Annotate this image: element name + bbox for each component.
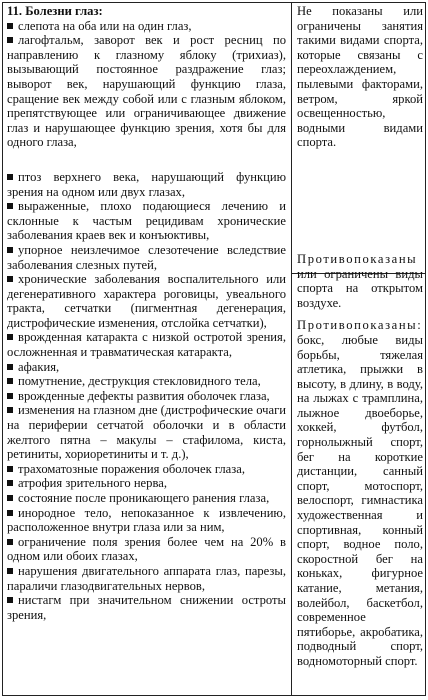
bullet-icon	[7, 480, 13, 486]
list-item: помутнение, деструкция стекловидного тела,	[7, 374, 286, 389]
list-item: хронические заболевания воспалительного или дегенеративного характера роговицы, увеального тракта, сетчатки (пигментная дегенерация, дистрофические изменения, отслойка сетчатки),	[7, 272, 286, 330]
list-item: ограничение поля зрения более чем на 20% в одном или обоих глазах,	[7, 534, 286, 564]
list-item: упорное неизлечимое слезотечение вследствие заболевания слезных путей,	[7, 242, 286, 272]
restriction-note-1: Не показаны или ограничены занятия такими видами спорта, которые связаны с переохлаждением, пылевыми факторами, ветром, яркой освещенностью, водными видами спорта.	[297, 4, 423, 150]
restriction-note-2: Противопоказаны или ограничены виды спорта на открытом воздухе.	[297, 251, 423, 310]
list-item: состояние после проникающего ранения глаза,	[7, 491, 286, 506]
bullet-icon	[7, 203, 13, 209]
list-item: трахоматозные поражения оболочек глаза,	[7, 462, 286, 477]
list-item: врожденная катаракта с низкой остротой зрения, осложненная и травматическая катаракта,	[7, 330, 286, 360]
bullet-icon	[7, 364, 13, 370]
list-item: афакия,	[7, 360, 286, 375]
list-item: изменения на глазном дне (дистрофические очаги на периферии сетчатой оболочки и в области желтого пятна – макулы – стафилома, киста, ретиниты, хориоретиниты и т. д.),	[7, 403, 286, 462]
bullet-icon	[7, 597, 13, 603]
list-item: врожденные дефекты развития оболочек глаза,	[7, 389, 286, 404]
bullet-icon	[7, 539, 13, 545]
bullet-icon	[7, 334, 13, 340]
bullet-icon	[7, 247, 13, 253]
list-item: нарушения двигательного аппарата глаз, парезы, параличи глазодвигательных нервов,	[7, 563, 286, 593]
left-column	[7, 4, 286, 622]
right-column	[297, 4, 423, 669]
bullet-icon	[7, 495, 13, 501]
list-item: инородное тело, непоказанное к извлечению, расположенное внутри глаза или за ним,	[7, 505, 286, 535]
list-item: слепота на оба или на один глаз,	[7, 19, 286, 34]
bullet-icon	[7, 393, 13, 399]
bullet-icon	[7, 37, 13, 43]
list-item: лагофтальм, заворот век и рост ресниц по направлению к глазному яблоку (трихиаз), вызывающий постоянное раздражение глаз; выворот век, нарушающий функцию глаза, сращение век между собой или с глазным яблоком, препятствующее или ограничивающее движение глаз и нарушающее функцию зрения, хотя бы для одного глаза,	[7, 33, 286, 150]
contraindicated-label: Противопоказаны	[297, 251, 418, 266]
restriction-note-3: Противопоказаны: бокс, любые виды борьбы, тяжелая атлетика, прыжки в высоту, в длину, в воду, на лыжах с трамплина, лыжное двоеборье, хоккей, футбол, горнолыжный спорт, бег на короткие дистанции, санный спорт, мотоспорт, велоспорт, гимнастика художественная и спортивная, конный спорт, водное поло, скоростной бег на коньках, фигурное катание, метания, волейбол, баскетбол, современное пятиборье, акробатика, подводный спорт, водномоторный спорт.	[297, 318, 423, 668]
list-item: нистагм при значительном снижении остроты зрения,	[7, 593, 286, 622]
bullet-icon	[7, 568, 13, 574]
bullet-icon	[7, 23, 13, 29]
bullet-icon	[7, 407, 13, 413]
list-item: выраженные, плохо подающиеся лечению и склонные к частым рецидивам хронические заболевания краев век и конъюктивы,	[7, 199, 286, 243]
bullet-icon	[7, 510, 13, 516]
document-table	[2, 2, 426, 696]
section-title: 11. Болезни глаз:	[7, 4, 103, 18]
list-item: атрофия зрительного нерва,	[7, 476, 286, 491]
contraindicated-label: Противопоказаны:	[297, 318, 423, 333]
column-divider	[291, 3, 292, 695]
bullet-icon	[7, 276, 13, 282]
bullet-icon	[7, 466, 13, 472]
list-item: птоз верхнего века, нарушающий функцию зрения на одном или двух глазах,	[7, 169, 286, 199]
bullet-icon	[7, 378, 13, 384]
bullet-icon	[7, 174, 13, 180]
